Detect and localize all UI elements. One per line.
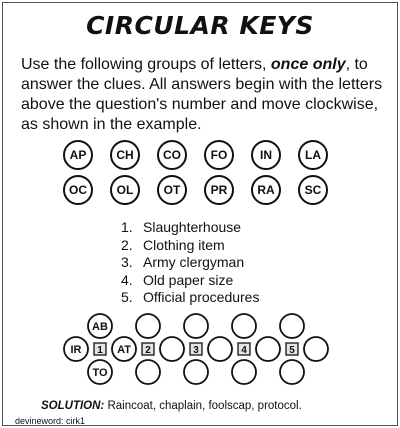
clue-item bbox=[121, 254, 259, 272]
answer-circle[interactable] bbox=[256, 337, 280, 361]
instructions-emphasis: once only bbox=[270, 56, 346, 73]
answer-circle[interactable] bbox=[208, 337, 232, 361]
grid-number: 4 bbox=[241, 345, 247, 356]
clue-item bbox=[121, 237, 259, 255]
grid-number: 5 bbox=[289, 345, 295, 356]
letter-group-circle: OC bbox=[63, 175, 93, 205]
clue-number: 5. bbox=[121, 289, 133, 305]
grid-number: 3 bbox=[193, 345, 199, 356]
clue-text: Army clergyman bbox=[143, 254, 245, 270]
clue-number: 3. bbox=[121, 254, 133, 270]
answer-circle[interactable] bbox=[184, 360, 208, 384]
clue-text: Clothing item bbox=[143, 236, 225, 253]
answer-circle[interactable] bbox=[280, 314, 304, 338]
letter-group-circle: PR bbox=[204, 175, 234, 205]
letter-group-circle: IN bbox=[251, 140, 281, 170]
clue-text: Old paper size bbox=[143, 271, 234, 288]
answer-circle[interactable] bbox=[160, 337, 184, 361]
clue-item bbox=[121, 272, 259, 290]
answer-circle[interactable] bbox=[232, 314, 256, 338]
answer-grid bbox=[3, 311, 397, 391]
example-bottom-letters: TO bbox=[92, 367, 108, 379]
grid-number: 2 bbox=[145, 345, 151, 356]
puzzle-title: CIRCULAR KEYS bbox=[86, 11, 314, 40]
letter-group-circle: OT bbox=[157, 175, 187, 205]
credit-text: devineword: cirk1 bbox=[15, 416, 86, 426]
answer-circle[interactable] bbox=[280, 360, 304, 384]
answer-circle[interactable] bbox=[136, 360, 160, 384]
letter-group-circle: AP bbox=[63, 140, 93, 170]
letter-group-circle: SC bbox=[298, 175, 328, 205]
letter-group-circle: FO bbox=[204, 140, 234, 170]
clue-number: 2. bbox=[121, 236, 133, 253]
letter-group-circle: LA bbox=[298, 140, 328, 170]
letter-group-circle: RA bbox=[251, 175, 281, 205]
solution-label: SOLUTION: bbox=[41, 400, 105, 412]
puzzle-card bbox=[2, 2, 398, 426]
example-top-letters: AB bbox=[92, 321, 108, 333]
instructions-part2: , to answer the clues. All answers begin with the letters above the question's number and move clockwise, as shown in the example. bbox=[21, 56, 383, 133]
letter-group-circle: OL bbox=[110, 175, 140, 205]
clue-item bbox=[121, 219, 259, 237]
answer-circle[interactable] bbox=[184, 314, 208, 338]
clue-list bbox=[121, 219, 259, 307]
clue-text: Official procedures bbox=[143, 289, 260, 305]
instructions bbox=[21, 55, 391, 135]
clue-number: 1. bbox=[121, 219, 133, 235]
answer-circle[interactable] bbox=[304, 337, 328, 361]
solution-line bbox=[41, 400, 302, 412]
example-right-letters: AT bbox=[117, 344, 131, 356]
letter-group-circle: CO bbox=[157, 140, 187, 170]
clue-text: Slaughterhouse bbox=[143, 219, 242, 235]
clue-item bbox=[121, 289, 259, 307]
answer-circle[interactable] bbox=[232, 360, 256, 384]
clue-number: 4. bbox=[121, 271, 133, 288]
instructions-part1: Use the following groups of letters, bbox=[21, 56, 271, 73]
grid-number: 1 bbox=[97, 345, 103, 356]
example-left-letters: IR bbox=[70, 344, 82, 356]
letter-group-circle: CH bbox=[110, 140, 140, 170]
answer-circle[interactable] bbox=[136, 314, 160, 338]
solution-text: Raincoat, chaplain, foolscap, protocol. bbox=[107, 400, 302, 412]
